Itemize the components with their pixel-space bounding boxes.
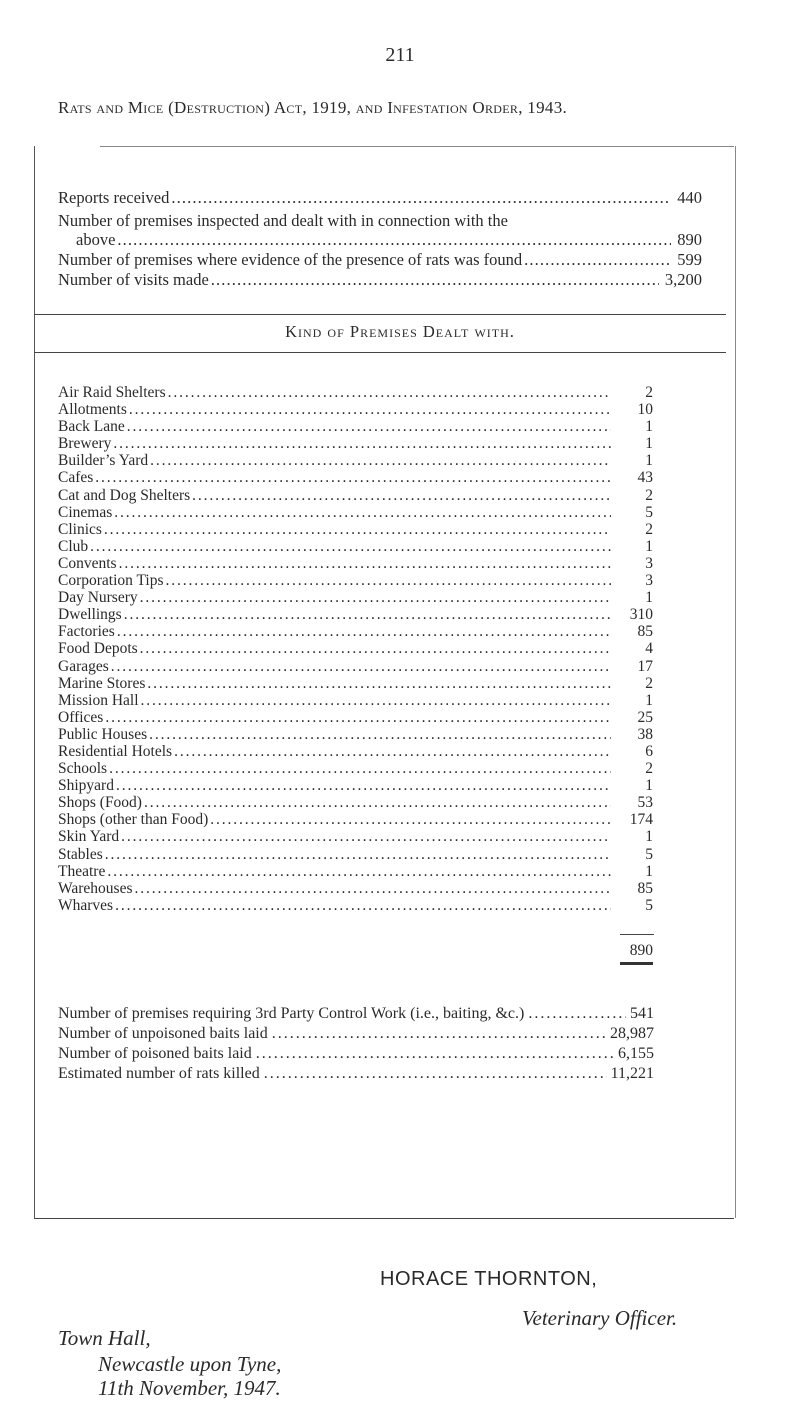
signature-name: HORACE THORNTON,	[380, 1268, 598, 1290]
leader-dots	[210, 811, 611, 828]
premises-count: 17	[637, 657, 653, 675]
premises-total: 890	[629, 942, 653, 959]
list-item	[58, 777, 653, 794]
leader-dots	[121, 828, 611, 845]
list-item	[58, 897, 653, 914]
page-title: Rats and Mice (Destruction) Act, 1919, and Infestation Order, 1943.	[58, 98, 568, 117]
bottom-rule	[34, 1218, 734, 1219]
leader-dots	[117, 623, 611, 640]
stats-list	[58, 1004, 654, 1084]
premises-count: 25	[637, 708, 653, 726]
leader-dots	[117, 230, 671, 250]
list-item	[58, 794, 653, 811]
summary-row	[76, 230, 702, 250]
address-date: 11th November, 1947.	[98, 1376, 281, 1400]
stat-row	[58, 1064, 654, 1084]
list-item	[58, 521, 653, 538]
premises-count: 43	[637, 469, 653, 487]
premises-count: 1	[645, 589, 653, 607]
leader-dots	[524, 250, 671, 270]
list-item	[58, 880, 653, 897]
summary-label: Number of premises inspected and dealt with in connection with the	[58, 211, 508, 230]
list-item	[58, 538, 653, 555]
leader-dots	[105, 846, 611, 863]
leader-dots	[150, 452, 611, 469]
leader-dots	[107, 863, 611, 880]
premises-label: Convents	[58, 554, 117, 572]
premises-label: Builder’s Yard	[58, 452, 149, 470]
premises-label: Day Nursery	[58, 589, 138, 607]
leader-dots	[95, 469, 611, 486]
premises-count: 1	[645, 862, 653, 880]
stat-value: 28,987	[610, 1025, 654, 1042]
list-item	[58, 606, 653, 623]
premises-count: 1	[645, 418, 653, 436]
premises-label: Skin Yard	[58, 828, 120, 846]
premises-label: Wharves	[58, 896, 114, 914]
premises-label: Food Depots	[58, 640, 138, 658]
premises-count: 53	[637, 794, 653, 812]
list-item	[58, 384, 653, 401]
premises-count: 38	[637, 725, 653, 743]
leader-dots	[256, 1044, 614, 1064]
premises-label: Stables	[58, 845, 103, 863]
premises-label: Club	[58, 537, 89, 555]
leader-dots	[109, 760, 611, 777]
list-item	[58, 469, 653, 486]
list-item	[58, 640, 653, 657]
leader-dots	[116, 777, 611, 794]
summary-value: 3,200	[664, 270, 702, 289]
premises-count: 5	[645, 845, 653, 863]
leader-dots	[90, 538, 611, 555]
premises-label: Shops (Food)	[58, 794, 142, 812]
list-item	[58, 692, 653, 709]
summary-value: 890	[677, 230, 702, 249]
premises-count: 1	[645, 777, 653, 795]
leader-dots	[105, 709, 611, 726]
premises-count: 2	[645, 384, 653, 401]
list-item	[58, 435, 653, 452]
premises-count: 310	[629, 606, 653, 624]
summary-label: Number of visits made	[58, 270, 209, 289]
premises-count: 2	[645, 486, 653, 504]
section-rule-top	[34, 314, 726, 315]
premises-label: Mission Hall	[58, 691, 139, 709]
premises-label: Marine Stores	[58, 674, 146, 692]
list-item	[58, 846, 653, 863]
list-item	[58, 418, 653, 435]
premises-count: 3	[645, 554, 653, 572]
list-item	[58, 743, 653, 760]
leader-dots	[111, 658, 611, 675]
section-heading: Kind of Premises Dealt with.	[285, 322, 515, 341]
premises-count: 1	[645, 691, 653, 709]
stat-label: Number of unpoisoned baits laid	[58, 1025, 268, 1042]
leader-dots	[211, 270, 659, 290]
leader-dots	[144, 794, 611, 811]
premises-label: Theatre	[58, 862, 106, 880]
premises-count: 3	[645, 572, 653, 590]
list-item	[58, 589, 653, 606]
premises-label: Brewery	[58, 435, 112, 453]
premises-label: Warehouses	[58, 879, 133, 897]
leader-dots	[115, 897, 611, 914]
leader-dots	[140, 589, 611, 606]
stat-label: Estimated number of rats killed	[58, 1065, 260, 1082]
premises-count: 10	[637, 401, 653, 419]
leader-dots	[104, 521, 611, 538]
signature-title: Veterinary Officer.	[522, 1306, 678, 1330]
premises-label: Clinics	[58, 520, 102, 538]
leader-dots	[124, 606, 611, 623]
premises-label: Corporation Tips	[58, 572, 164, 590]
leader-dots	[114, 504, 611, 521]
leader-dots	[127, 418, 611, 435]
list-item	[58, 555, 653, 572]
stat-value: 541	[630, 1005, 654, 1022]
premises-label: Cinemas	[58, 503, 113, 521]
premises-label: Cat and Dog Shelters	[58, 486, 191, 504]
summary-row	[58, 250, 702, 270]
summary-row	[58, 270, 702, 290]
list-item	[58, 572, 653, 589]
list-item	[58, 675, 653, 692]
premises-count: 5	[645, 503, 653, 521]
address-line: Newcastle upon Tyne,	[98, 1352, 282, 1376]
leader-dots	[119, 555, 611, 572]
list-item	[58, 811, 653, 828]
total-rule	[620, 934, 654, 935]
leader-dots	[166, 572, 611, 589]
list-item	[58, 760, 653, 777]
list-item	[58, 504, 653, 521]
premises-count: 85	[637, 879, 653, 897]
premises-count: 85	[637, 623, 653, 641]
leader-dots	[264, 1064, 607, 1084]
premises-label: Shipyard	[58, 777, 114, 795]
summary-value: 440	[677, 188, 702, 207]
premises-count: 1	[645, 452, 653, 470]
section-rule-bottom	[34, 352, 726, 353]
premises-label: Air Raid Shelters	[58, 384, 166, 401]
stat-label: Number of premises requiring 3rd Party Control Work (i.e., baiting, &c.)	[58, 1005, 525, 1022]
premises-label: Dwellings	[58, 606, 122, 624]
list-item	[58, 658, 653, 675]
leader-dots	[171, 188, 671, 208]
premises-label: Cafes	[58, 469, 94, 487]
stat-value: 11,221	[610, 1065, 654, 1082]
premises-label: Shops (other than Food)	[58, 811, 209, 829]
stat-row	[58, 1044, 654, 1064]
leader-dots	[528, 1004, 626, 1024]
summary-label: Reports received	[58, 188, 170, 207]
leader-dots	[141, 692, 611, 709]
list-item	[58, 709, 653, 726]
total-double-rule	[620, 962, 653, 965]
list-item	[58, 452, 653, 469]
summary-label: Number of premises where evidence of the presence of rats was found	[58, 250, 523, 269]
list-item	[58, 726, 653, 743]
premises-label: Residential Hotels	[58, 742, 173, 760]
premises-list	[58, 384, 653, 914]
address-line: Town Hall,	[58, 1326, 151, 1350]
page-number: 211	[385, 44, 415, 66]
premises-count: 1	[645, 828, 653, 846]
leader-dots	[129, 401, 611, 418]
list-item	[58, 487, 653, 504]
premises-count: 2	[645, 760, 653, 778]
premises-label: Back Lane	[58, 418, 125, 436]
stat-label: Number of poisoned baits laid	[58, 1045, 252, 1062]
premises-label: Schools	[58, 760, 108, 778]
leader-dots	[192, 487, 611, 504]
stat-row	[58, 1004, 654, 1024]
premises-label: Allotments	[58, 401, 127, 419]
list-item	[58, 863, 653, 880]
premises-count: 1	[645, 435, 653, 453]
premises-count: 4	[645, 640, 653, 658]
premises-label: Offices	[58, 708, 104, 726]
premises-count: 1	[645, 537, 653, 555]
summary-value: 599	[677, 250, 702, 269]
premises-count: 5	[645, 896, 653, 914]
leader-dots	[113, 435, 611, 452]
leader-dots	[149, 726, 611, 743]
premises-count: 174	[629, 811, 653, 829]
premises-label: Factories	[58, 623, 115, 641]
premises-label: Public Houses	[58, 725, 148, 743]
leader-dots	[147, 675, 611, 692]
list-item	[58, 828, 653, 845]
premises-count: 6	[645, 742, 653, 760]
leader-dots	[272, 1024, 606, 1044]
leader-dots	[168, 384, 611, 401]
top-rule	[100, 146, 734, 147]
premises-label: Garages	[58, 657, 109, 675]
list-item	[58, 623, 653, 640]
summary-label-cont: above	[76, 230, 116, 249]
premises-count: 2	[645, 674, 653, 692]
summary-row	[58, 188, 702, 208]
stat-value: 6,155	[618, 1045, 654, 1062]
premises-count: 2	[645, 520, 653, 538]
leader-dots	[174, 743, 611, 760]
leader-dots	[140, 640, 611, 657]
list-item	[58, 401, 653, 418]
stat-row	[58, 1024, 654, 1044]
leader-dots	[135, 880, 611, 897]
